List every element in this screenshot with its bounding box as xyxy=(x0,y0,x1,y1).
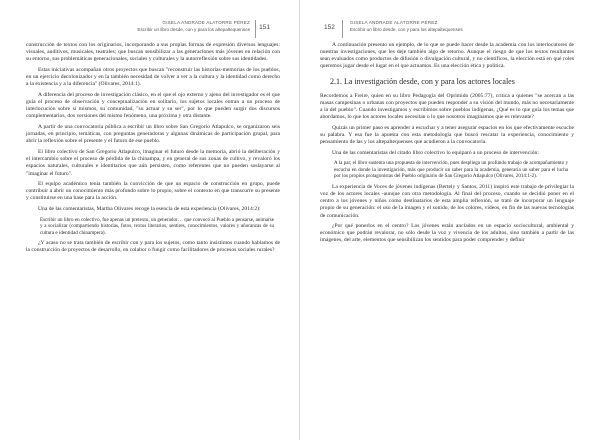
right-body-text xyxy=(320,42,574,245)
running-header xyxy=(26,20,280,42)
left-body-text xyxy=(26,42,280,255)
section-heading: 2.1. La investigación desde, con y para los actores locales xyxy=(330,76,515,86)
header-separator xyxy=(342,20,343,38)
paragraph: Una de las comentaristas del citado libro colectivo lo equiparó a un proceso de intervención: xyxy=(332,149,539,156)
paragraph: A partir de una convocatoria pública a escribir un libro sobre San Gregorio Atlapulco, se organizaron seis jornadas, en principio, temáticas, con preguntas generadoras y algunas dinámicas de participación grupal, para abrir la reflexión sobre el presente y el futuro de ese pueblo. xyxy=(26,124,280,145)
header-title: Escribir un libro desde, con y para los altepaltequenses xyxy=(350,27,463,32)
header-author: GISELA ANDRADE ALATORRE PÉREZ xyxy=(162,20,250,25)
header-separator xyxy=(255,20,256,38)
paragraph: Recordemos a Freire, quien en su libro Pedagogía del Oprimido (2005:77), critica a quienes "se acercan a las masas campesinas o urbanas con proyectos que pueden responder a su visión del mundo, más no necesariamente a la del pueblo". Cuando investigamos y escribimos sobre pueblos indígenas, ¿Qué es lo que guía los temas que abordamos, lo que los actores locales necesitan o lo que nosotros imaginamos que es relevante? xyxy=(320,92,574,121)
page-number: 151 xyxy=(259,24,270,31)
paragraph: construcción de textos con los originarios, incorporando a sus propias formas de expresión diversos lenguajes: visuales, auditivos, musicales, teatrales; que buscan sensibilizar a las generaciones más jóvenes en relación con su entorno, sus problemáticas generacionales, sociales y culturales y la autorreflexión sobre sus identidades. xyxy=(26,42,280,63)
paragraph: A continuación presento un ejemplo, de lo que se puede hacer desde la academia con los interlocutores de nuestras investigaciones, que les deje también algo de retorno. Aunque el riesgo de que los textos resultantes sean evaluados como productos de difusión o divulgación cultural, y no científicos, la elección está en qué roles queremos jugar desde el lugar en el que actuamos. Es una elección ética y política. xyxy=(320,42,574,70)
paragraph: ¿Y acaso no se trata también de escribir con y para los sujetos, como tanto insistimos cuando hablamos de la construcción de proyectos de desarrollo, en colabor o fungir como facilitadores de procesos sociales rurales? xyxy=(26,240,280,254)
right-page xyxy=(300,0,600,440)
paragraph: ¿Por qué ponerlos en el centro? Los jóvenes están anclados en un espacio sociocultural, ambiental y económico que podrán revalorar, no sólo desde la voz y vivencia de los adultos, sino también a partir de las imágenes, del arte, elementos que sensibilizan los sentidos para poder comprender y definir xyxy=(320,223,574,244)
page-number: 152 xyxy=(324,24,335,31)
block-quote: A la par, el libro sustenta una propuesta de intervención, pues despliega un profundo trabajo de acompañamiento y escucha en donde la investigación, más que producir un saber para la academia, generaría un saber para el lucha por los propios protagonistas del Pueblo originario de San Gregorio Atlapulco (Olivares, 2014:1-2). xyxy=(334,160,568,180)
paragraph: Estas iniciativas acompañan otros proyectos que buscan "reconstruir las historias-memorias de los pueblos, en un ejercicio decolonizador y en la también necesidad de volver a ver a la cultura y la identidad como derecho a la existencia y a la diferencia" (Olivares, 2014:1). xyxy=(26,66,280,88)
block-quote: Escribir un libro en colectivo, fue apenas un pretexto, un generador… que convocó al Pueblo a pensarse, animarse y a socializar (compartiendo historias, fotos, textos literarios, sentires, conocimientos, valores y añoranzas de su cultura e identidad chinampera). xyxy=(40,216,274,236)
paragraph: Quizás un primer paso es aprender a escuchar y a tener asegurar espacios en los que efectivamente escuche su palabra. Y esa fue la apuesta con esta metodología que buscó rescatar la experiencia, conocimiento y pensamiento de las y los altepaltequenses que acudieron a la convocatoria. xyxy=(320,124,574,146)
paragraph: El libro colectivo de San Gregorio Atlapulco, imaginar el futuro desde la memoria, abrió la deliberación y el intercambio sobre el proceso de pérdida de la chinampa, y en general de sus zonas de cultivo, y revaloró los espacios naturales, culturales e identitarios que aún persisten, como referentes que no pueden soslayarse al "imaginar el futuro". xyxy=(26,149,280,177)
running-header xyxy=(320,20,574,42)
header-author: GISELA ANDRADE ALATORRE PÉREZ xyxy=(350,20,438,25)
paragraph: La experiencia de Voces de jóvenes indígenas (Bertely y Santos, 2011) inspiró este trabajo de privilegiar la voz de los actores locales -aunque con otra metodología. Al final del proceso, cuando se decidió poner en el centro a los jóvenes y niños como destinatarios de esta amplia reflexión, se trató de incorporar un lenguaje propio de su generación: el uso de la imagen y el sonido, de los colores, videos, en fin de las nuevas tecnologías de comunicación. xyxy=(320,183,574,219)
paragraph: A diferencia del proceso de investigación clásico, en el que el ojo externo y ajeno del investigador es el que guía el proceso de observación y conceptualización en solitario, los sujetos locales entran a un proceso de interlocución sobre sí mismos, su comunidad, "su actuar y su ser", por lo que pueden surgir dos discursos complementarios, dos versiones del mismo fenómeno, una próxima y otra distante. xyxy=(26,91,280,120)
paragraph: Una de las comentaristas, Martha Olivares recoge la esencia de esta experiencia (Olivares, 2014:2): xyxy=(38,206,261,213)
header-title: Escribir un libro desde, con y para los altepaltequenses xyxy=(137,27,250,32)
paragraph: El equipo académico tenía también la convicción de que un espacio de construcción en grupo, puede contribuir a abrir un conocimiento más profundo sobre lo propio, sobre el contexto en que transcurre su presente y constituirse en una base para la acción. xyxy=(26,181,280,202)
